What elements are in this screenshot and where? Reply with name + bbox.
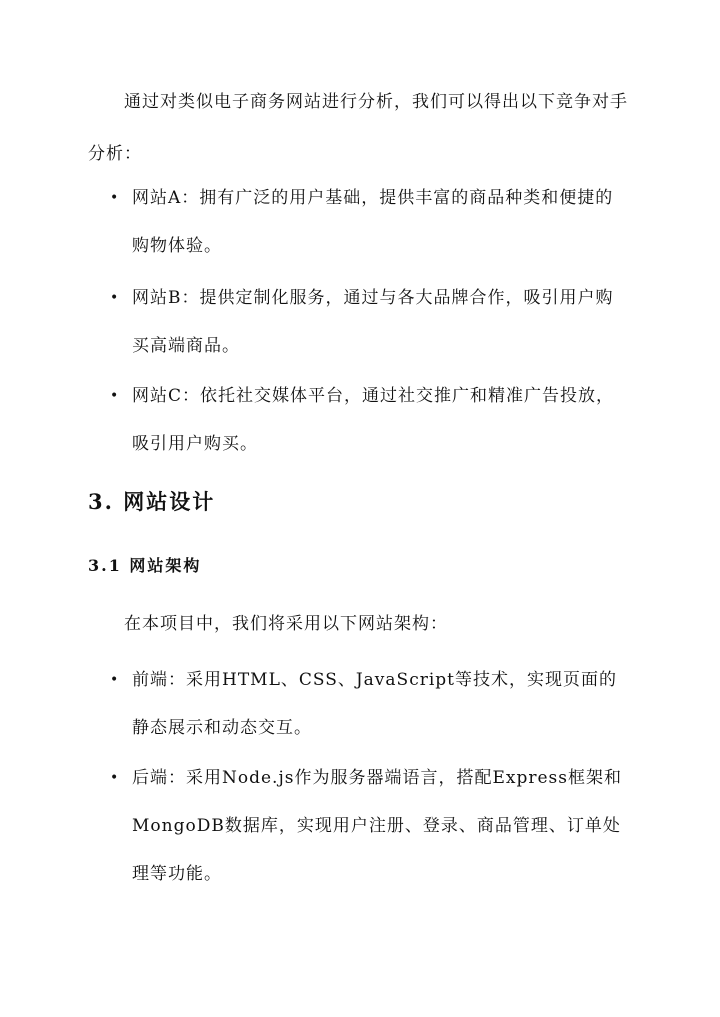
list-item [110, 754, 630, 898]
list-item-text: 前端：采用HTML、CSS、JavaScript等技术，实现页面的静态展示和动态交互。 [132, 670, 617, 738]
section-heading: 3. 网站设计 [88, 489, 216, 514]
list-item-text: 网站A：拥有广泛的用户基础，提供丰富的商品种类和便捷的购物体验。 [132, 188, 614, 256]
bullet-icon: • [110, 388, 120, 404]
architecture-intro: 在本项目中，我们将采用以下网站架构： [124, 614, 448, 634]
list-item [110, 274, 630, 370]
bullet-icon: • [110, 672, 120, 688]
list-item [110, 174, 630, 270]
list-item [110, 656, 630, 752]
list-item-text: 后端：采用Node.js作为服务器端语言，搭配Express框架和MongoDB数据库，实现用户注册、登录、商品管理、订单处理等功能。 [132, 768, 622, 884]
list-item [110, 372, 630, 468]
bullet-icon: • [110, 290, 120, 306]
bullet-icon: • [110, 770, 120, 786]
bullet-icon: • [110, 190, 120, 206]
intro-paragraph: 通过对类似电子商务网站进行分析，我们可以得出以下竞争对手分析： [88, 92, 628, 164]
list-item-text: 网站C：依托社交媒体平台，通过社交推广和精准广告投放，吸引用户购买。 [132, 386, 615, 454]
list-item-text: 网站B：提供定制化服务，通过与各大品牌合作，吸引用户购买高端商品。 [132, 288, 614, 356]
subsection-heading: 3.1 网站架构 [88, 556, 202, 575]
